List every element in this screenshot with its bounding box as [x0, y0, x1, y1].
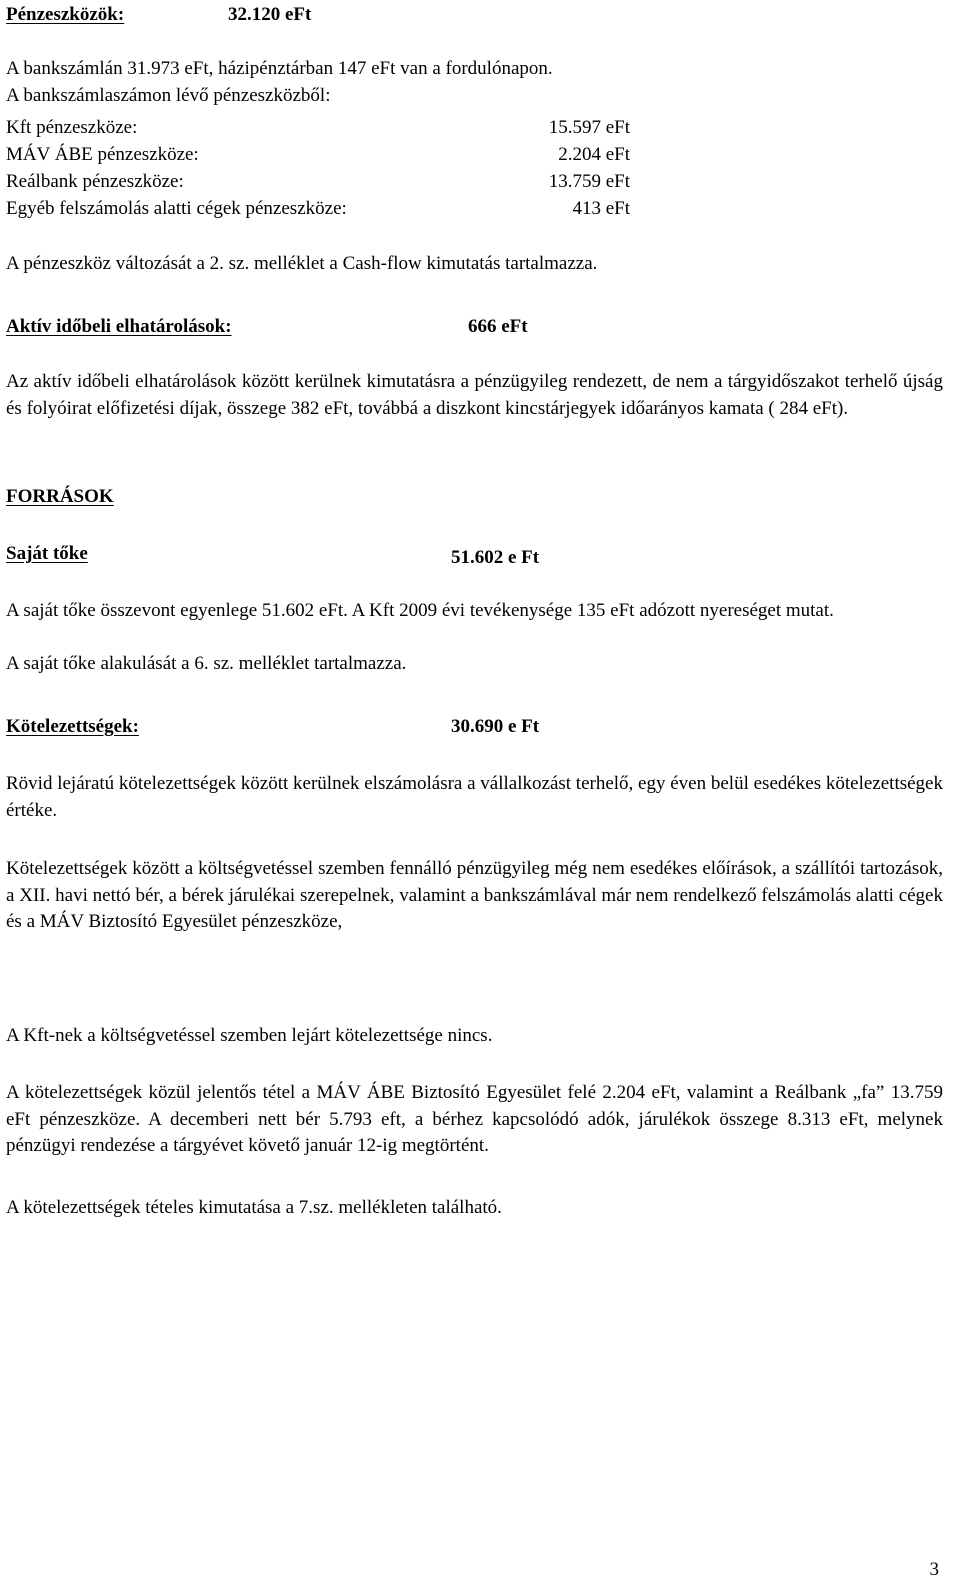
cash-row-label: Egyéb felszámolás alatti cégek pénzeszköze:: [6, 198, 347, 219]
liabilities-paragraph: A Kft-nek a költségvetéssel szemben lejárt kötelezettsége nincs.: [6, 1025, 493, 1046]
cash-row-value: 2.204 eFt: [558, 144, 630, 165]
cash-row-label: MÁV ÁBE pénzeszköze:: [6, 144, 199, 165]
cash-paragraph-1: A bankszámlán 31.973 eFt, házipénztárban 147 eFt van a fordulónapon.: [6, 58, 553, 79]
equity-paragraph: A saját tőke összevont egyenlege 51.602 eFt. A Kft 2009 évi tevékenysége 135 eFt adózott nyereséget mutat.: [6, 600, 834, 621]
cash-row-value: 413 eFt: [572, 198, 630, 219]
liabilities-paragraph: Kötelezettségek között a költségvetéssel szemben fennálló pénzügyileg még nem esedékes előírások, a szállítói tartozások, a XII. havi nettó bér, a bérek járulékai szerepelnek, valamint a bankszámlával már nem rendelkező felszámolás alatti cégek és a MÁV Biztosító Egyesület pénzeszköze,: [6, 858, 943, 932]
liabilities-paragraph: Rövid lejáratú kötelezettségek között kerülnek elszámolásra a vállalkozást terhelő, egy éven belül esedékes kötelezettségek értéke.: [6, 773, 943, 821]
cash-row-label: Kft pénzeszköze:: [6, 117, 138, 138]
accruals-paragraph: Az aktív időbeli elhatárolások között kerülnek kimutatásra a pénzügyileg rendezett, de nem a tárgyidőszakot terhelő újság és folyóirat előfizetési díjak, összege 382 eFt, továbbá a diszkont kincstárjegyek időarányos kamata ( 284 eFt).: [6, 371, 943, 419]
liabilities-paragraph: A kötelezettségek tételes kimutatása a 7.sz. mellékleten található.: [6, 1197, 502, 1218]
cash-section-title: Pénzeszközök:: [6, 4, 125, 25]
cash-row-label: Reálbank pénzeszköze:: [6, 171, 184, 192]
equity-value: 51.602 e Ft: [451, 547, 540, 568]
liabilities-paragraph: A kötelezettségek közül jelentős tétel a MÁV ÁBE Biztosító Egyesület felé 2.204 eFt, valamint a Reálbank „fa” 13.759 eFt pénzeszköze. A decemberi nett bér 5.793 eft, a bérhez kapcsolódó adók, járulékok összege 8.313 eFt, melynek pénzügyi rendezése a tárgyévet követő január 12-ig megtörtént.: [6, 1082, 943, 1156]
cash-note: A pénzeszköz változását a 2. sz. melléklet a Cash-flow kimutatás tartalmazza.: [6, 253, 598, 274]
equity-title: Saját tőke: [6, 543, 88, 564]
page-number: 3: [929, 1559, 939, 1580]
cash-row-value: 13.759 eFt: [548, 171, 630, 192]
liabilities-value: 30.690 e Ft: [451, 716, 540, 737]
accruals-title: Aktív időbeli elhatárolások:: [6, 316, 232, 337]
cash-total: 32.120 eFt: [228, 4, 312, 25]
sources-heading: FORRÁSOK: [6, 486, 114, 507]
cash-paragraph-2: A bankszámlaszámon lévő pénzeszközből:: [6, 85, 331, 106]
accruals-value: 666 eFt: [468, 316, 528, 337]
liabilities-title: Kötelezettségek:: [6, 716, 139, 737]
cash-row-value: 15.597 eFt: [548, 117, 630, 138]
equity-paragraph-2: A saját tőke alakulását a 6. sz. melléklet tartalmazza.: [6, 653, 407, 674]
